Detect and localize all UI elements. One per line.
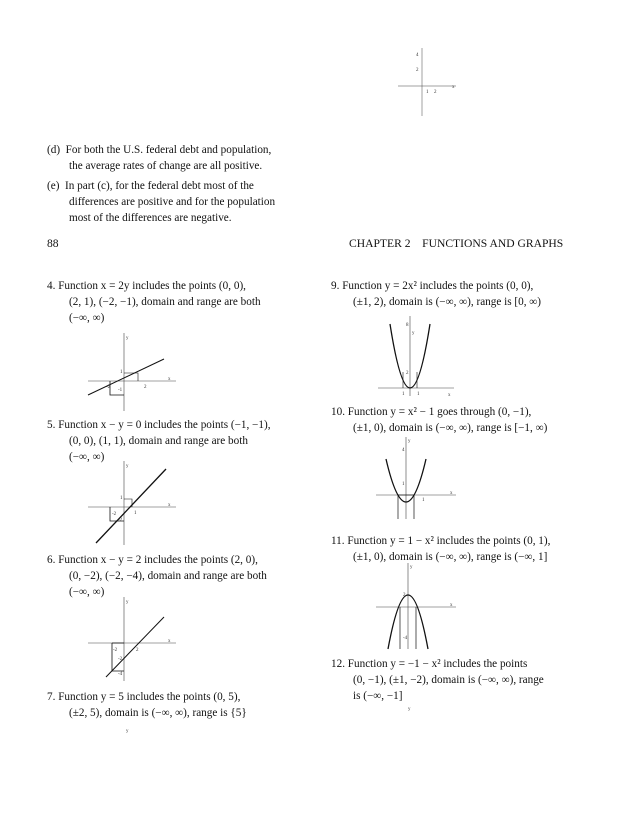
problem-6-tick: -2: [113, 648, 118, 653]
problem-5-plot: [88, 461, 178, 546]
problem-4-tick: 1: [120, 370, 123, 375]
problem-4-line2: (2, 1), (−2, −1), domain and range are both: [69, 295, 261, 308]
problem-5-line3: (−∞, ∞): [69, 450, 105, 463]
problem-7-y-label: y: [126, 729, 129, 734]
problem-9-tick: 8: [406, 323, 409, 328]
problem-11: [331, 534, 589, 566]
problem-10-x-label: x: [450, 491, 453, 496]
problem-11-x-label: x: [450, 603, 453, 608]
problem-6-line2: (0, −2), (−2, −4), domain and range are both: [69, 569, 267, 582]
answer-d-line1: For both the U.S. federal debt and population,: [65, 144, 272, 156]
problem-12-line3: is (−∞, −1]: [353, 689, 403, 702]
problem-9-tick: 1: [402, 392, 405, 397]
problem-7-line1: 7. Function y = 5 includes the points (0, 5),: [47, 691, 241, 703]
problem-5: [47, 418, 305, 465]
problem-7: [47, 690, 305, 722]
top-plot-xaxis-label: x: [452, 85, 455, 90]
problem-9-line2: (±1, 2), domain is (−∞, ∞), range is [0, ∞): [353, 295, 541, 308]
problem-7-plot: [120, 724, 140, 736]
problem-5-tick: -2: [118, 518, 123, 523]
problem-6-tick: -2: [118, 657, 123, 662]
problem-6-tick: -4: [118, 672, 123, 677]
chapter-header: [349, 237, 563, 250]
problem-6-line1: 6. Function x − y = 2 includes the points (2, 0),: [47, 554, 258, 566]
problem-10-tick: 4: [402, 448, 405, 453]
problem-6: [47, 553, 305, 600]
answer-e-line1: In part (c), for the federal debt most of the: [65, 180, 254, 192]
problem-4-y-label: y: [126, 336, 129, 341]
problem-12: [331, 657, 589, 704]
problem-6-plot: [88, 597, 178, 682]
problem-9-y-label: y: [412, 331, 415, 336]
top-plot-ytick: 2: [416, 68, 419, 73]
problem-6-x-label: x: [168, 639, 171, 644]
chapter-label: CHAPTER 2: [349, 237, 411, 250]
problem-11-line1: 11. Function y = 1 − x² includes the points (0, 1),: [331, 535, 551, 547]
problem-9-tick: 1: [417, 392, 420, 397]
problem-11-line2: (±1, 0), domain is (−∞, ∞), range is (−∞, 1]: [353, 550, 548, 563]
problem-7-line2: (±2, 5), domain is (−∞, ∞), range is {5}: [69, 706, 247, 719]
problem-10-line2: (±1, 0), domain is (−∞, ∞), range is [−1, ∞): [353, 421, 548, 434]
problem-10-tick: 1: [422, 498, 425, 503]
problem-9-tick: 2: [406, 371, 409, 376]
problem-12-plot: [402, 702, 422, 714]
problem-5-y-label: y: [126, 464, 129, 469]
problem-10-line1: 10. Function y = x² − 1 goes through (0, −1),: [331, 406, 532, 418]
answer-d: [47, 143, 307, 175]
top-plot: [398, 48, 458, 118]
problem-9-plot: [378, 316, 458, 398]
problem-4: [47, 279, 305, 326]
problem-9: [331, 279, 589, 311]
problem-5-line1: 5. Function x − y = 0 includes the points (−1, −1),: [47, 419, 271, 431]
problem-6-line3: (−∞, ∞): [69, 585, 105, 598]
answer-d-label: (d): [47, 144, 61, 156]
page-number: 88: [47, 237, 59, 250]
answer-e-line2: differences are positive and for the population: [69, 195, 276, 208]
problem-11-plot: [376, 563, 458, 651]
problem-4-tick: 2: [144, 385, 147, 390]
answer-d-line2: the average rates of change are all positive.: [69, 159, 263, 172]
problem-4-plot: [88, 333, 178, 413]
chapter-title: FUNCTIONS AND GRAPHS: [422, 237, 564, 250]
problem-12-y-label: y: [408, 707, 411, 712]
problem-10-tick: 1: [402, 482, 405, 487]
top-plot-xtick: 2: [434, 90, 437, 95]
problem-6-tick: 2: [136, 648, 139, 653]
problem-4-line3: (−∞, ∞): [69, 311, 105, 324]
problem-4-tick: -1: [118, 388, 123, 393]
problem-10-plot: [376, 437, 458, 521]
answer-e-line3: most of the differences are negative.: [69, 211, 232, 224]
problem-12-line2: (0, −1), (±1, −2), domain is (−∞, ∞), range: [353, 673, 544, 686]
problem-10: [331, 405, 589, 437]
problem-9-line1: 9. Function y = 2x² includes the points (0, 0),: [331, 280, 534, 292]
top-plot-xtick: 1: [426, 90, 429, 95]
problem-12-line1: 12. Function y = −1 − x² includes the points: [331, 658, 528, 670]
problem-11-tick: -4: [403, 636, 408, 641]
problem-5-tick: -2: [112, 512, 117, 517]
problem-4-x-label: x: [168, 377, 171, 382]
answer-e-label: (e): [47, 180, 60, 192]
problem-5-tick: 1: [120, 496, 123, 501]
problem-10-y-label: y: [408, 439, 411, 444]
problem-9-x-label: x: [448, 393, 451, 398]
top-plot-ytick: 4: [416, 53, 419, 58]
problem-4-tick: -2: [106, 385, 111, 390]
problem-11-tick: 2: [403, 593, 406, 598]
answer-e: [47, 179, 307, 226]
problem-5-tick: 1: [134, 511, 137, 516]
problem-5-x-label: x: [168, 503, 171, 508]
problem-4-line1: 4. Function x = 2y includes the points (0, 0),: [47, 280, 246, 292]
problem-6-y-label: y: [126, 600, 129, 605]
problem-11-y-label: y: [410, 565, 413, 570]
problem-5-line2: (0, 0), (1, 1), domain and range are both: [69, 434, 248, 447]
